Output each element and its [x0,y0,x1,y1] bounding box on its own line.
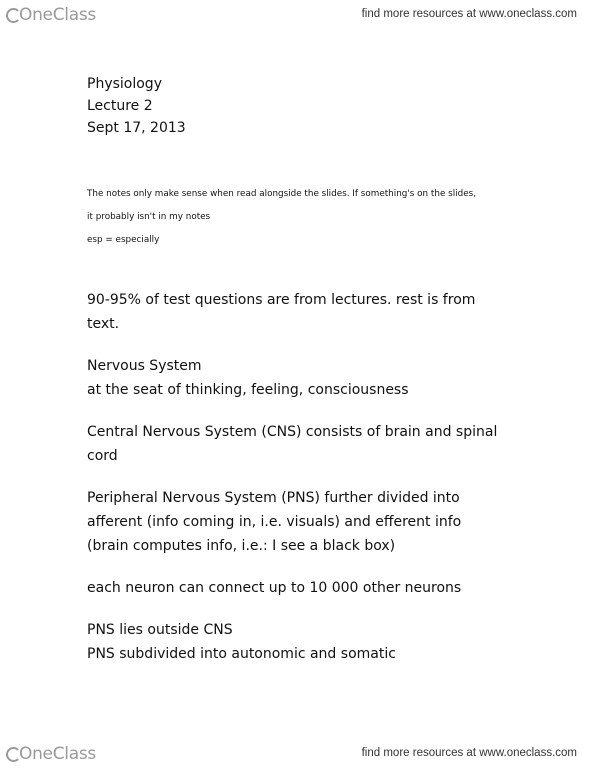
oneclass-logo-bottom [6,744,96,764]
paragraph-line: Peripheral Nervous System (PNS) further divided into [87,490,460,506]
header-tagline: find more resources at www.oneclass.com [361,8,577,20]
paragraph-line: text. [87,316,120,332]
paragraph-line: PNS lies outside CNS [87,622,233,638]
footer-tagline: find more resources at www.oneclass.com [361,747,577,759]
course-title: Physiology [87,76,162,92]
paragraph-line: at the seat of thinking, feeling, consciousness [87,382,409,398]
note-line: The notes only make sense when read alongside the slides. If something's on the slides, [87,189,476,199]
logo-text: OneClass [19,744,96,764]
note-line: it probably isn't in my notes [87,212,211,222]
paragraph-line: Central Nervous System (CNS) consists of brain and spinal [87,424,498,440]
logo-text: OneClass [19,5,96,25]
paragraph-line: PNS subdivided into autonomic and somatic [87,646,396,662]
lecture-number: Lecture 2 [87,98,153,114]
oneclass-logo-top [6,5,96,25]
note-line: esp = especially [87,235,160,245]
paragraph-line: (brain computes info, i.e.: I see a black box) [87,538,396,554]
section-heading: Nervous System [87,358,202,374]
document-body [87,73,557,666]
lecture-date: Sept 17, 2013 [87,120,186,136]
paragraph-line: each neuron can connect up to 10 000 other neurons [87,580,462,596]
paragraph-line: afferent (info coming in, i.e. visuals) and efferent info [87,514,462,530]
paragraph-line: cord [87,448,118,464]
paragraph-line: 90-95% of test questions are from lectures. rest is from [87,292,476,308]
